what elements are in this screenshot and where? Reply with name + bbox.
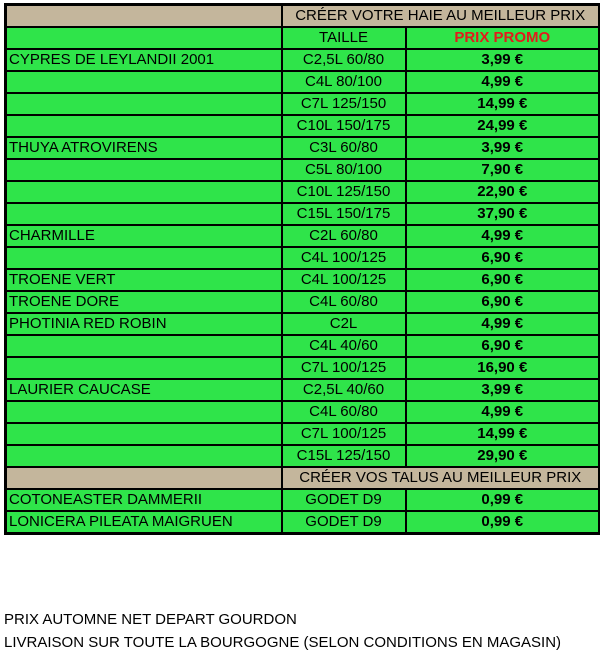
table-row	[6, 269, 600, 291]
table-row	[6, 445, 600, 467]
table-row	[6, 379, 600, 401]
section-title-talus: CRÉER VOS TALUS AU MEILLEUR PRIX	[282, 467, 600, 489]
size-cell: C2,5L 40/60	[282, 379, 406, 401]
size-cell: C10L 150/175	[282, 115, 406, 137]
plant-name-cell	[6, 181, 282, 203]
table-row	[6, 71, 600, 93]
size-cell: C15L 125/150	[282, 445, 406, 467]
table-row	[6, 115, 600, 137]
plant-name-cell: TROENE DORE	[6, 291, 282, 313]
price-cell: 0,99 €	[406, 489, 600, 511]
plant-name-cell	[6, 115, 282, 137]
price-cell: 14,99 €	[406, 423, 600, 445]
price-cell: 6,90 €	[406, 335, 600, 357]
footer-note-price: PRIX AUTOMNE NET DEPART GOURDON	[4, 611, 297, 628]
size-cell: C7L 125/150	[282, 93, 406, 115]
section-header-talus	[6, 467, 600, 489]
table-row	[6, 489, 600, 511]
table-row	[6, 181, 600, 203]
section-blank-cell	[6, 5, 282, 28]
plant-name-cell	[6, 93, 282, 115]
price-cell: 24,99 €	[406, 115, 600, 137]
plant-name-cell: CYPRES DE LEYLANDII 2001	[6, 49, 282, 71]
table-row	[6, 357, 600, 379]
size-cell: GODET D9	[282, 511, 406, 534]
plant-name-cell: TROENE VERT	[6, 269, 282, 291]
table-row	[6, 423, 600, 445]
price-cell: 29,90 €	[406, 445, 600, 467]
section-blank-cell	[6, 467, 282, 489]
size-cell: GODET D9	[282, 489, 406, 511]
table-row	[6, 291, 600, 313]
plant-name-cell	[6, 445, 282, 467]
plant-name-cell	[6, 247, 282, 269]
price-cell: 4,99 €	[406, 313, 600, 335]
header-price-cell: PRIX PROMO	[406, 27, 600, 49]
size-cell: C4L 80/100	[282, 71, 406, 93]
size-cell: C2L 60/80	[282, 225, 406, 247]
section-header-hedge	[6, 5, 600, 28]
plant-name-cell	[6, 203, 282, 225]
price-table-body	[6, 5, 600, 534]
size-cell: C2L	[282, 313, 406, 335]
plant-name-cell: COTONEASTER DAMMERII	[6, 489, 282, 511]
section-title-hedge: CRÉER VOTRE HAIE AU MEILLEUR PRIX	[282, 5, 600, 28]
plant-name-cell	[6, 423, 282, 445]
size-cell: C3L 60/80	[282, 137, 406, 159]
table-row	[6, 93, 600, 115]
plant-name-cell	[6, 159, 282, 181]
price-cell: 3,99 €	[406, 137, 600, 159]
plant-name-cell: THUYA ATROVIRENS	[6, 137, 282, 159]
table-row	[6, 335, 600, 357]
table-row	[6, 203, 600, 225]
table-row	[6, 401, 600, 423]
plant-name-cell	[6, 335, 282, 357]
table-row	[6, 511, 600, 534]
table-row	[6, 225, 600, 247]
price-cell: 22,90 €	[406, 181, 600, 203]
table-row	[6, 313, 600, 335]
price-cell: 7,90 €	[406, 159, 600, 181]
header-name-cell	[6, 27, 282, 49]
price-cell: 6,90 €	[406, 247, 600, 269]
plant-name-cell	[6, 357, 282, 379]
price-cell: 6,90 €	[406, 291, 600, 313]
plant-name-cell: LAURIER CAUCASE	[6, 379, 282, 401]
column-header-row	[6, 27, 600, 49]
size-cell: C7L 100/125	[282, 423, 406, 445]
price-table	[4, 3, 600, 535]
plant-name-cell: CHARMILLE	[6, 225, 282, 247]
size-cell: C10L 125/150	[282, 181, 406, 203]
size-cell: C7L 100/125	[282, 357, 406, 379]
size-cell: C5L 80/100	[282, 159, 406, 181]
price-cell: 4,99 €	[406, 71, 600, 93]
price-cell: 0,99 €	[406, 511, 600, 534]
footer-note-delivery: LIVRAISON SUR TOUTE LA BOURGOGNE (SELON CONDITIONS EN MAGASIN)	[4, 634, 562, 651]
price-cell: 37,90 €	[406, 203, 600, 225]
header-size-cell: TAILLE	[282, 27, 406, 49]
table-row	[6, 159, 600, 181]
size-cell: C15L 150/175	[282, 203, 406, 225]
table-row	[6, 137, 600, 159]
size-cell: C2,5L 60/80	[282, 49, 406, 71]
price-cell: 6,90 €	[406, 269, 600, 291]
size-cell: C4L 40/60	[282, 335, 406, 357]
price-cell: 16,90 €	[406, 357, 600, 379]
price-cell: 4,99 €	[406, 401, 600, 423]
size-cell: C4L 60/80	[282, 291, 406, 313]
size-cell: C4L 100/125	[282, 247, 406, 269]
plant-name-cell: LONICERA PILEATA MAIGRUEN	[6, 511, 282, 534]
price-cell: 3,99 €	[406, 49, 600, 71]
plant-name-cell: PHOTINIA RED ROBIN	[6, 313, 282, 335]
price-cell: 4,99 €	[406, 225, 600, 247]
price-cell: 3,99 €	[406, 379, 600, 401]
plant-name-cell	[6, 401, 282, 423]
size-cell: C4L 100/125	[282, 269, 406, 291]
price-cell: 14,99 €	[406, 93, 600, 115]
table-row	[6, 49, 600, 71]
table-row	[6, 247, 600, 269]
size-cell: C4L 60/80	[282, 401, 406, 423]
plant-name-cell	[6, 71, 282, 93]
